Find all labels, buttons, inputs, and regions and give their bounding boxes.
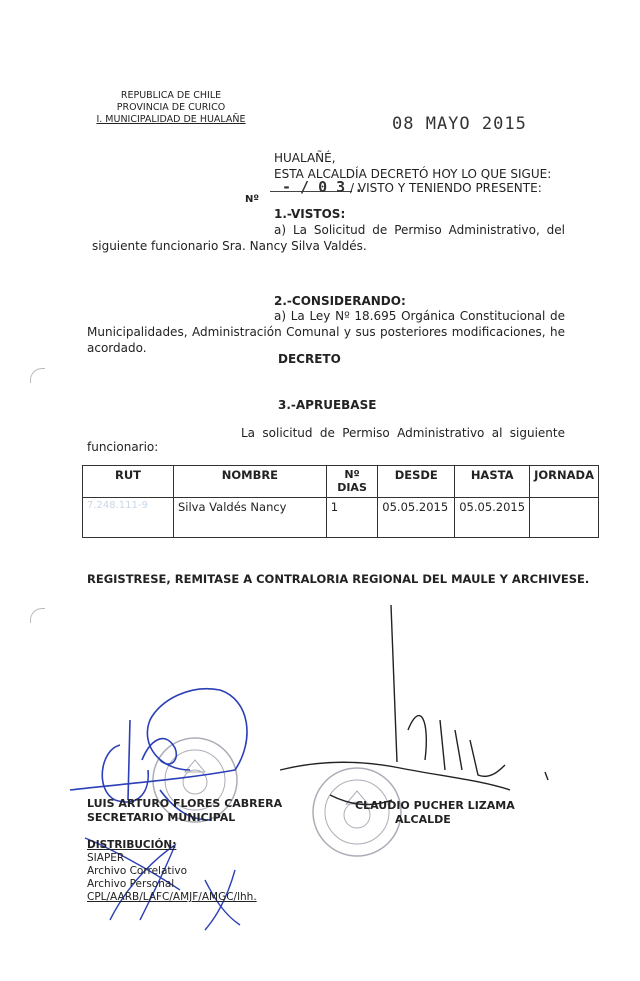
list-item: CPL/AARB/LAFC/AMJF/AMGC/lhh. [87, 891, 257, 903]
distribution-list [87, 839, 257, 904]
decreto-heading: DECRETO [278, 352, 341, 366]
table-row [83, 498, 599, 538]
cell-dias: 1 [326, 498, 378, 538]
column-header-nombre: NOMBRE [173, 466, 326, 498]
decree-number-mark: Nº [245, 194, 260, 205]
visto-line: / VISTO Y TENIENDO PRESENTE: [350, 181, 542, 195]
apruebase-text: La solicitud de Permiso Administrativo al siguiente [241, 426, 565, 440]
letterhead-province: PROVINCIA DE CURICO [116, 102, 226, 113]
list-item: Archivo Personal [87, 878, 175, 890]
list-item: SIAPER [87, 852, 125, 864]
registrese-line: REGISTRESE, REMITASE A CONTRALORIA REGIONAL DEL MAULE Y ARCHIVESE. [87, 572, 590, 586]
permission-table [82, 465, 599, 538]
decree-number: - / 0 3 . [282, 178, 364, 196]
decree-intro-line: ESTA ALCALDÍA DECRETÓ HOY LO QUE SIGUE: [274, 167, 552, 181]
letterhead-country: REPUBLICA DE CHILE [120, 90, 222, 101]
letterhead-municipality: I. MUNICIPALIDAD DE HUALAÑE [96, 114, 246, 125]
list-item: Archivo Correlativo [87, 865, 188, 877]
column-header-desde: DESDE [378, 466, 455, 498]
considerando-text: a) La Ley Nº 18.695 Orgánica Constitucional de Municipalidades, Administración Comunal y sus posteriores modificaciones, he acordado. [87, 309, 565, 355]
signatory-right-name: CLAUDIO PUCHER LIZAMA [355, 799, 515, 812]
column-header-rut: RUT [83, 466, 174, 498]
cell-hasta: 05.05.2015 [455, 498, 530, 538]
signatory-left-name: LUIS ARTURO FLORES CABRERA [87, 797, 283, 810]
place-name: HUALAÑÉ, [274, 151, 336, 165]
letterhead [86, 90, 256, 126]
table-header-row [83, 466, 599, 498]
signatory-right-title: ALCALDE [395, 813, 451, 826]
apruebase-text-continued: funcionario: [87, 440, 159, 454]
signatory-right [355, 799, 515, 827]
cell-rut: 7.248.111-9 [83, 498, 174, 538]
cell-desde: 05.05.2015 [378, 498, 455, 538]
column-header-hasta: HASTA [455, 466, 530, 498]
punch-hole-mark [30, 368, 45, 383]
vistos-heading: 1.-VISTOS: [274, 207, 346, 221]
cell-jornada [530, 498, 599, 538]
signature-right [280, 605, 548, 805]
punch-hole-mark [30, 608, 45, 623]
apruebase-heading: 3.-APRUEBASE [278, 398, 377, 412]
signatory-left-title: SECRETARIO MUNICIPAL [87, 811, 236, 824]
column-header-jornada: JORNADA [530, 466, 599, 498]
signatory-left [87, 797, 282, 825]
date-stamp: 08 MAYO 2015 [392, 114, 527, 134]
distribution-heading: DISTRIBUCIÓN: [87, 839, 177, 851]
cell-nombre: Silva Valdés Nancy [173, 498, 326, 538]
considerando-heading: 2.-CONSIDERANDO: [274, 294, 406, 308]
column-header-dias: Nº DIAS [326, 466, 378, 498]
vistos-text: a) La Solicitud de Permiso Administrativo, del siguiente funcionario Sra. Nancy Silva Valdés. [92, 223, 565, 253]
